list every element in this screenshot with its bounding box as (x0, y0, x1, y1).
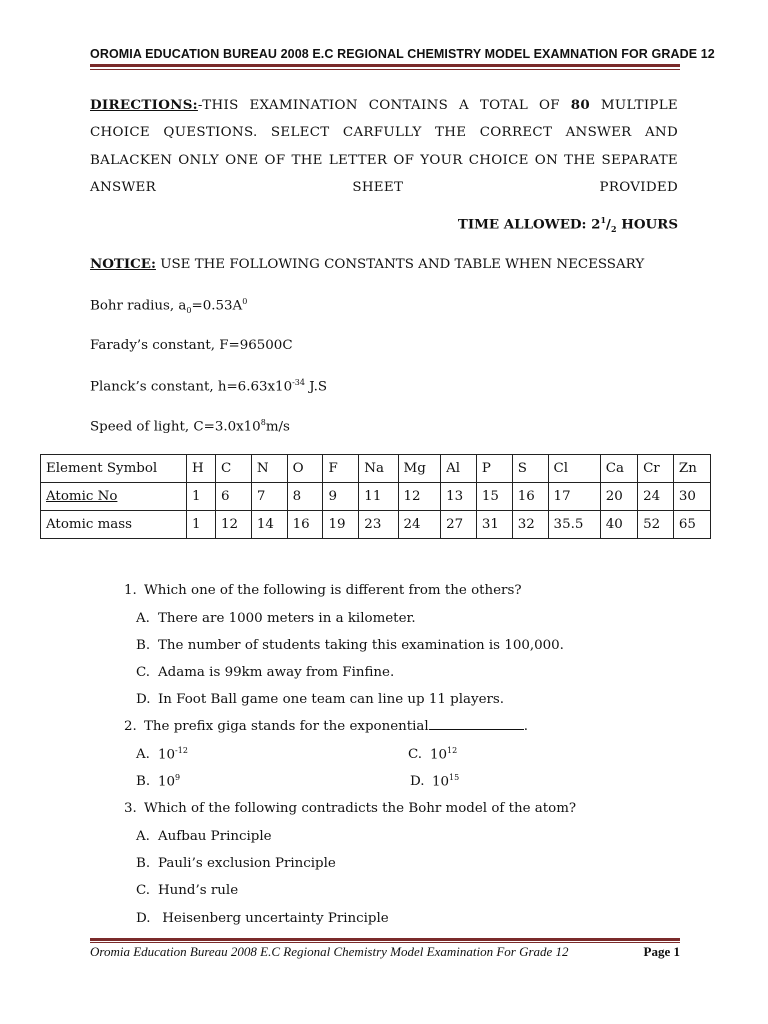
bohr-pre: Bohr radius, a (90, 298, 187, 314)
time-allowed-label: TIME ALLOWED: 2 (457, 216, 601, 233)
table-cell: 52 (638, 511, 674, 539)
option-base: 10 (158, 747, 176, 763)
option-letter: B. (136, 638, 151, 653)
option-base: 10 (158, 774, 176, 790)
table-cell: S (512, 455, 548, 483)
table-cell: P (476, 455, 512, 483)
bohr-sub: 0 (186, 306, 192, 316)
notice-line (90, 256, 678, 272)
table-cell: H (187, 455, 216, 483)
time-fraction-den: 2 (610, 224, 617, 235)
option-letter: D. (136, 692, 151, 707)
planck-sup: -34 (292, 378, 305, 387)
table-row-symbols (41, 455, 711, 483)
table-cell: 24 (398, 511, 441, 539)
option-text: Pauli’s exclusion Principle (158, 856, 336, 871)
table-cell: Cl (548, 455, 600, 483)
table-cell: Ca (600, 455, 637, 483)
table-cell: 7 (251, 483, 287, 511)
table-cell: 32 (512, 511, 548, 539)
option-letter: C. (136, 665, 151, 680)
q2-option-b (136, 773, 180, 789)
option-exponent: -12 (175, 746, 188, 755)
time-fraction-num: 1 (600, 215, 607, 225)
table-cell: 1 (187, 511, 216, 539)
page-number: Page 1 (643, 944, 680, 959)
q1-option-d (136, 692, 504, 707)
table-cell: Na (359, 455, 398, 483)
page-footer (90, 944, 680, 960)
time-fraction-slash: / (606, 216, 611, 233)
q2-option-c (408, 746, 457, 762)
table-cell: 23 (359, 511, 398, 539)
q1-option-c (136, 665, 394, 680)
table-cell: Cr (638, 455, 674, 483)
q1-option-a (136, 611, 416, 626)
option-letter: A. (136, 747, 150, 763)
option-letter: B. (136, 774, 151, 790)
question-3 (124, 801, 576, 816)
question-text: Which one of the following is different from the others? (144, 583, 522, 598)
table-cell: 14 (251, 511, 287, 539)
table-cell: C (215, 455, 251, 483)
question-2 (124, 719, 528, 734)
directions-label: DIRECTIONS: (90, 97, 198, 113)
question-text: Which of the following contradicts the Bohr model of the atom? (144, 801, 577, 816)
directions-text-a: -THIS EXAMINATION CONTAINS A TOTAL OF (197, 98, 571, 113)
q3-option-c (136, 883, 238, 898)
option-base: 10 (430, 747, 448, 763)
table-cell: Atomic mass (41, 511, 187, 539)
table-cell: 31 (476, 511, 512, 539)
question-number: 3. (124, 801, 137, 816)
constant-faraday: Farady’s constant, F=96500C (90, 338, 293, 353)
q2-option-d (410, 773, 459, 789)
table-cell: Atomic No (41, 483, 187, 511)
table-cell: 8 (287, 483, 323, 511)
option-letter: A. (136, 611, 150, 626)
page-header: OROMIA EDUCATION BUREAU 2008 E.C REGIONAL CHEMISTRY MODEL EXAMNATION FOR GRADE 12 (90, 47, 715, 61)
table-cell: 19 (323, 511, 359, 539)
table-cell: 20 (600, 483, 637, 511)
planck-pre: Planck’s constant, h=6.63x10 (90, 379, 293, 395)
option-letter: B. (136, 856, 151, 871)
time-allowed (458, 215, 678, 234)
light-pre: Speed of light, C=3.0x10 (90, 419, 261, 435)
constant-planck (90, 378, 327, 394)
table-cell: 12 (215, 511, 251, 539)
planck-post: J.S (304, 379, 327, 395)
question-1 (124, 583, 522, 598)
bohr-mid: =0.53A (191, 298, 243, 314)
directions-text-b: MULTIPLE CHOICE QUESTIONS. SELECT CARFULLY THE CORRECT ANSWER AND BALACKEN ONLY ONE OF THE LETTER OF YOUR CHOICE ON THE SEPARATE ANSWER SHEET PROVIDED (90, 98, 678, 195)
table-cell: Mg (398, 455, 441, 483)
table-cell: Element Symbol (41, 455, 187, 483)
option-letter: D. (136, 911, 151, 926)
light-post: m/s (265, 419, 290, 435)
option-letter: D. (410, 774, 425, 790)
q1-option-b (136, 638, 564, 653)
element-table (40, 454, 711, 539)
table-cell: 9 (323, 483, 359, 511)
table-row-atomic-number (41, 483, 711, 511)
table-cell: Al (441, 455, 477, 483)
q3-option-b (136, 856, 336, 871)
notice-label: NOTICE: (90, 256, 156, 272)
question-text: The prefix giga stands for the exponential (144, 719, 429, 734)
table-cell: Zn (673, 455, 710, 483)
table-cell: 27 (441, 511, 477, 539)
time-unit: HOURS (616, 216, 678, 233)
option-text: Heisenberg uncertainty Principle (158, 911, 389, 926)
table-cell: 16 (512, 483, 548, 511)
option-exponent: 15 (449, 773, 460, 782)
q3-option-d (136, 911, 389, 926)
header-rule-thick (90, 64, 680, 67)
constant-speed-of-light (90, 418, 290, 434)
footer-rule-thin (90, 942, 680, 943)
q2-option-a (136, 746, 188, 762)
table-cell: F (323, 455, 359, 483)
table-cell: 16 (287, 511, 323, 539)
option-text: Adama is 99km away from Finfine. (158, 665, 395, 680)
table-cell: O (287, 455, 323, 483)
option-letter: C. (136, 883, 151, 898)
table-cell: 13 (441, 483, 477, 511)
table-cell: 11 (359, 483, 398, 511)
header-rule-thin (90, 69, 680, 70)
question-count: 80 (570, 97, 590, 113)
option-text: There are 1000 meters in a kilometer. (158, 611, 416, 626)
answer-blank (429, 728, 524, 730)
table-cell: N (251, 455, 287, 483)
option-letter: A. (136, 829, 150, 844)
footer-text: Oromia Education Bureau 2008 E.C Regional Chemistry Model Examination For Grade 12 (90, 944, 569, 959)
option-text: Aufbau Principle (158, 829, 272, 844)
table-row-atomic-mass (41, 511, 711, 539)
question-number: 2. (124, 719, 137, 734)
bohr-sup: 0 (242, 297, 248, 306)
q3-option-a (136, 829, 272, 844)
table-cell: 24 (638, 483, 674, 511)
table-cell: 15 (476, 483, 512, 511)
directions-paragraph (90, 92, 678, 201)
table-cell: 35.5 (548, 511, 600, 539)
table-cell: 40 (600, 511, 637, 539)
table-cell: 65 (673, 511, 710, 539)
option-text: In Foot Ball game one team can line up 11 players. (158, 692, 505, 707)
table-cell: 1 (187, 483, 216, 511)
option-exponent: 12 (447, 746, 458, 755)
option-exponent: 9 (175, 773, 181, 782)
footer-rule-thick (90, 938, 680, 941)
option-text: The number of students taking this examination is 100,000. (158, 638, 564, 653)
table-cell: 17 (548, 483, 600, 511)
table-cell: 30 (673, 483, 710, 511)
constant-bohr-radius (90, 297, 247, 315)
notice-text: USE THE FOLLOWING CONSTANTS AND TABLE WHEN NECESSARY (155, 257, 645, 272)
option-base: 10 (432, 774, 450, 790)
question-end: . (523, 719, 528, 734)
light-sup: 8 (260, 418, 266, 427)
option-text: Hund’s rule (158, 883, 239, 898)
table-cell: 12 (398, 483, 441, 511)
option-letter: C. (408, 747, 423, 763)
question-number: 1. (124, 583, 137, 598)
table-cell: 6 (215, 483, 251, 511)
